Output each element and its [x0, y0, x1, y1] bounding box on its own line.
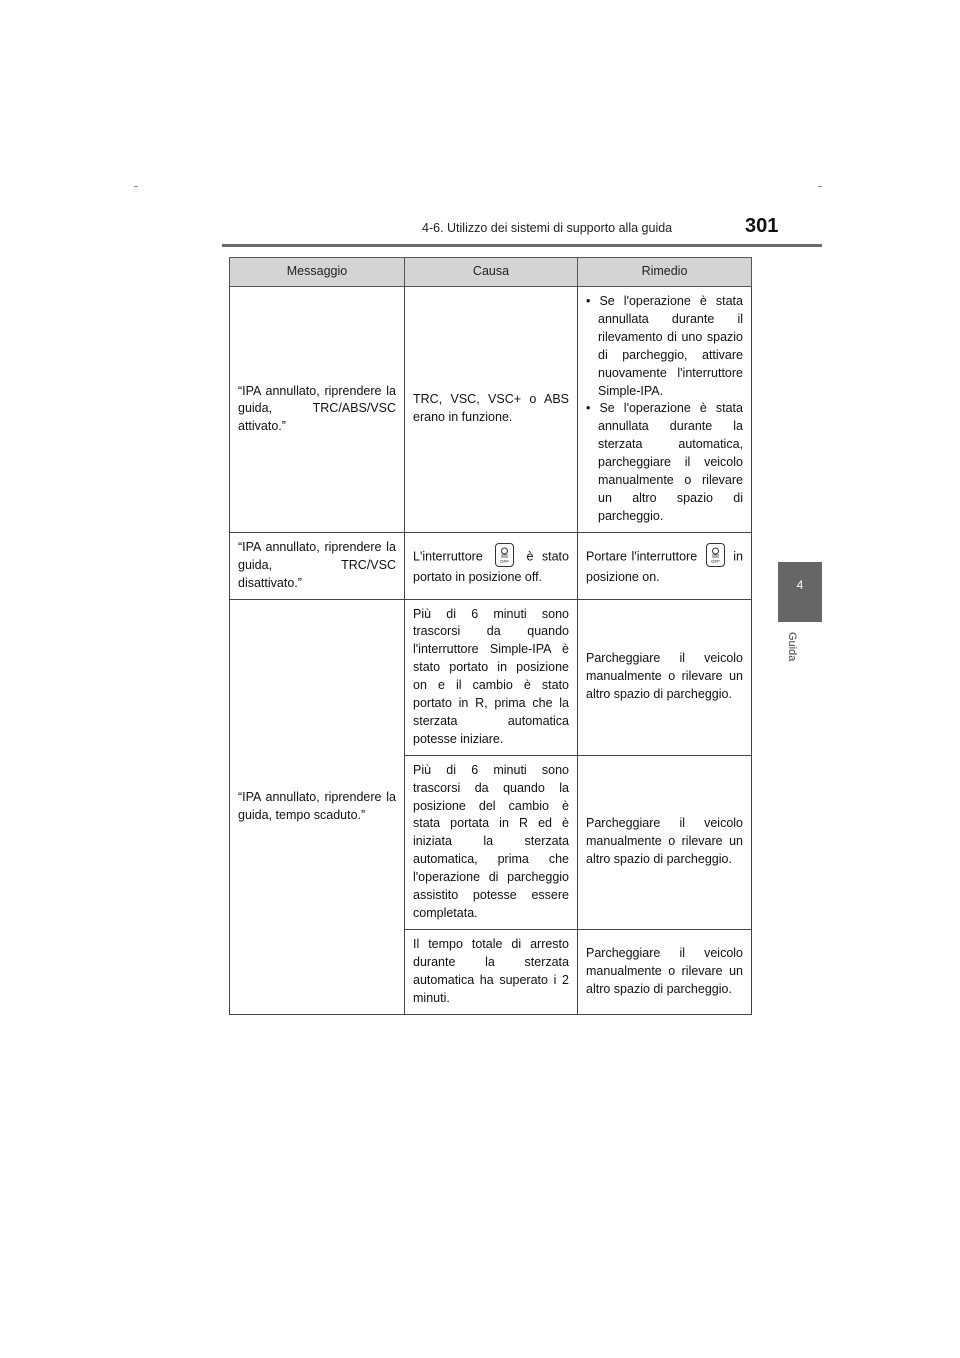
- table-row: [230, 599, 752, 755]
- header-rule: [222, 244, 822, 247]
- remedy-cell: Parcheggiare il veicolo manualmente o rilevare un altro spazio di parcheggio.: [578, 599, 752, 755]
- remedy-cell: [578, 287, 752, 533]
- remedy-bullet: • Se l'operazione è stata annullata durante il rilevamento di uno spazio di parcheggio, attivare nuovamente l'interruttore Simple-IPA.: [586, 294, 743, 398]
- remedy-text-after: in posizione on.: [586, 548, 743, 584]
- cause-cell: TRC, VSC, VSC+ o ABS erano in funzione.: [405, 287, 578, 533]
- remedy-cell: Parcheggiare il veicolo manualmente o rilevare un altro spazio di parcheggio.: [578, 755, 752, 929]
- chapter-label: Guida: [786, 632, 798, 662]
- table-header-row: [230, 258, 752, 287]
- vsc-off-switch-icon: [706, 543, 725, 567]
- svg-text:OFF: OFF: [710, 558, 720, 564]
- cause-text-after: è stato portato in posizione off.: [413, 548, 569, 584]
- cause-cell: Il tempo totale di arresto durante la sterzata automatica ha superato i 2 minuti.: [405, 929, 578, 1014]
- crop-mark-left: [134, 186, 138, 187]
- page-number: 301: [745, 215, 779, 237]
- cause-cell: Più di 6 minuti sono trascorsi da quando l'interruttore Simple-IPA è stato portato in posizione on e il cambio è stato portato in R, prima che la sterzata automatica potesse iniziare.: [405, 599, 578, 755]
- crop-mark-right: [818, 186, 822, 187]
- chapter-tab: 4: [778, 562, 822, 622]
- remedy-cell: [578, 532, 752, 599]
- column-header-remedy: Rimedio: [578, 258, 752, 287]
- column-header-message: Messaggio: [230, 258, 405, 287]
- remedy-cell: Parcheggiare il veicolo manualmente o rilevare un altro spazio di parcheggio.: [578, 929, 752, 1014]
- svg-text:OFF: OFF: [500, 558, 510, 564]
- vsc-off-switch-icon: [495, 543, 514, 567]
- remedy-bullet: • Se l'operazione è stata annullata durante la sterzata automatica, parcheggiare il veicolo manualmente o rilevare un altro spazio di parcheggio.: [586, 401, 743, 523]
- column-header-cause: Causa: [405, 258, 578, 287]
- section-title: 4-6. Utilizzo dei sistemi di supporto alla guida: [422, 221, 673, 235]
- cause-cell: Più di 6 minuti sono trascorsi da quando la posizione del cambio è stata portata in R ed è iniziata la sterzata automatica, prima che l'operazione di parcheggio assistito potesse essere completata.: [405, 755, 578, 929]
- cause-cell: [405, 532, 578, 599]
- remedy-text-before: Portare l'interruttore: [586, 548, 698, 563]
- table-row: [230, 532, 752, 599]
- cause-text-before: L'interruttore: [413, 548, 483, 563]
- message-cell: “IPA annullato, riprendere la guida, TRC/VSC disattivato.”: [230, 532, 405, 599]
- message-cell: “IPA annullato, riprendere la guida, tempo scaduto.”: [230, 599, 405, 1014]
- message-cell: “IPA annullato, riprendere la guida, TRC/ABS/VSC attivato.”: [230, 287, 405, 533]
- table-row: [230, 287, 752, 533]
- messages-table: [229, 257, 752, 1015]
